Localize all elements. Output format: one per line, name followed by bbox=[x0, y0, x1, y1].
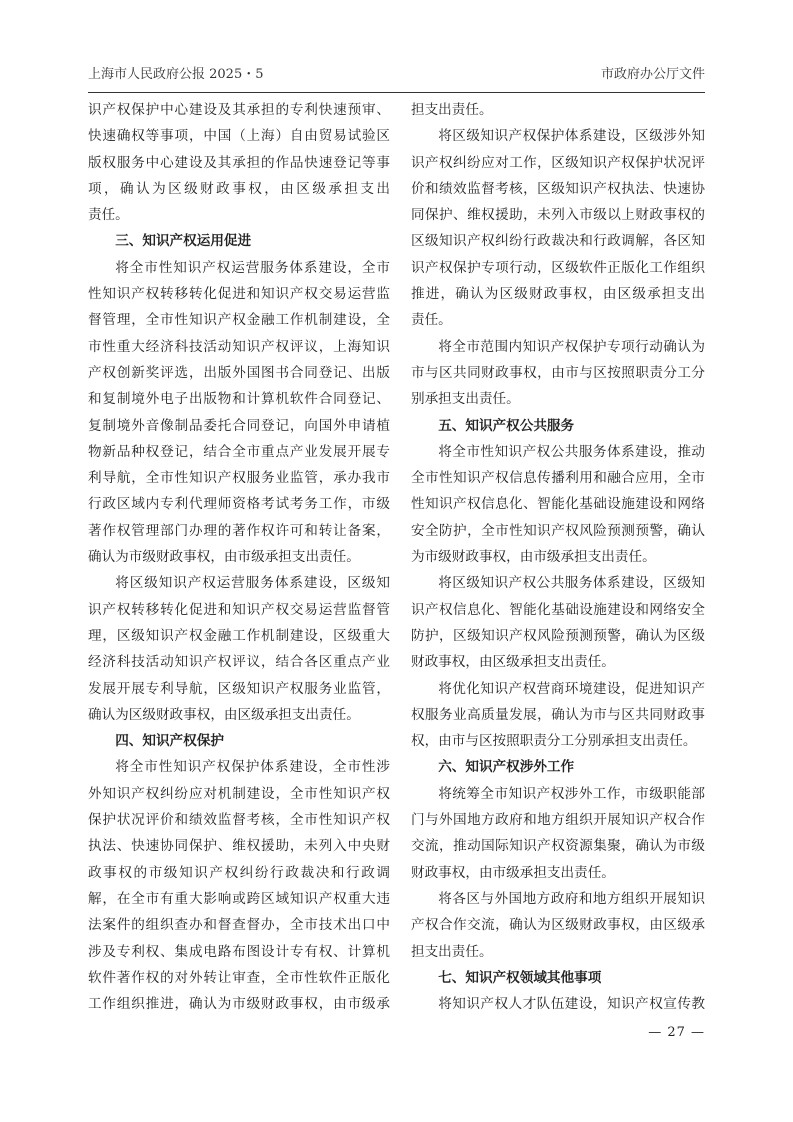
text-line: 将各区与外国地方政府和地方组织开展知识 bbox=[438, 890, 705, 907]
text-line: 快速确权等事项，中国（上海）自由贸易试验区 bbox=[88, 128, 390, 145]
text-line: 法案件的组织查办和督查督办，全市技术出口中 bbox=[88, 917, 390, 934]
text-line: 识产权保护中心建设及其承担的专利快速预审、 bbox=[88, 102, 390, 118]
text-line: 保护状况评价和绩效监督考核，全市性知识产权 bbox=[88, 812, 390, 829]
text-line: 识产权纠纷应对工作，区级知识产权保护状况评 bbox=[411, 154, 705, 171]
text-line: 执法、快速协同保护、维权援助，未列入中央财 bbox=[88, 838, 390, 855]
paragraph bbox=[411, 991, 705, 1017]
text-line: 政事权的市级知识产权纠纷行政裁决和行政调 bbox=[88, 864, 390, 881]
section-heading bbox=[88, 228, 390, 254]
text-line: 责任。 bbox=[411, 312, 452, 329]
text-line: 性知识产权转移转化促进和知识产权交易运营监 bbox=[88, 286, 390, 303]
paragraph bbox=[411, 334, 705, 413]
text-line: 别承担支出责任。 bbox=[411, 391, 520, 408]
text-line: 复制境外音像制品委托合同登记，向国外申请植 bbox=[88, 417, 390, 434]
text-line: 利导航，全市性知识产权服务业监管，承办我市 bbox=[88, 470, 390, 487]
text-line: 交流，推动国际知识产权资源集聚，确认为市级 bbox=[411, 838, 705, 855]
text-line: 市与区共同财政事权，由市与区按照职责分工分 bbox=[411, 364, 705, 381]
publication-title: 上海市人民政府公报 2025・5 bbox=[88, 67, 264, 82]
text-line: 安全防护，全市性知识产权风险预测预警，确认 bbox=[411, 522, 705, 539]
text-line: 涉及专利权、集成电路布图设计专有权、计算机 bbox=[88, 943, 390, 960]
paragraph bbox=[411, 676, 705, 755]
text-line: 确认为区级财政事权，由区级承担支出责任。 bbox=[88, 706, 360, 723]
text-line: 督管理，全市性知识产权金融工作机制建设，全 bbox=[88, 312, 390, 329]
text-line: 解，在全市有重大影响或跨区域知识产权重大违 bbox=[88, 890, 390, 907]
header-rule bbox=[88, 92, 705, 93]
heading-text: 六、知识产权涉外工作 bbox=[438, 759, 575, 776]
heading-text: 三、知识产权运用促进 bbox=[115, 233, 252, 250]
text-line: 工作组织推进，确认为市级财政事权，由市级承 bbox=[88, 996, 390, 1013]
text-line: 将优化知识产权营商环境建设，促进知识产 bbox=[438, 680, 705, 697]
section-title: 市政府办公厅文件 bbox=[600, 67, 705, 82]
text-line: 行政区域内专利代理师资格考试考务工作，市级 bbox=[88, 496, 390, 513]
section-heading bbox=[88, 728, 390, 754]
section-heading bbox=[411, 413, 705, 439]
text-line: 物新品种权登记，结合全市重点产业发展开展专 bbox=[88, 443, 390, 460]
text-line: 软件著作权的对外转让审查，全市性软件正版化 bbox=[88, 969, 390, 986]
text-line: 价和绩效监督考核，区级知识产权执法、快速协 bbox=[411, 180, 705, 197]
heading-text: 四、知识产权保护 bbox=[115, 733, 224, 750]
paragraph bbox=[411, 123, 705, 333]
text-line: 著作权管理部门办理的著作权许可和转让备案， bbox=[88, 522, 390, 539]
text-line: 同保护、维权援助，未列入市级以上财政事权的 bbox=[411, 207, 705, 224]
text-line: 性知识产权信息化、智能化基础设施建设和网络 bbox=[411, 496, 705, 513]
text-line: 将全市性知识产权公共服务体系建设，推动 bbox=[438, 443, 705, 460]
text-line: 项，确认为区级财政事权，由区级承担支出 bbox=[88, 180, 390, 197]
text-line: 区级知识产权纠纷行政裁决和行政调解，各区知 bbox=[411, 233, 705, 250]
text-line: 权，由市与区按照职责分工分别承担支出责任。 bbox=[411, 733, 697, 750]
text-line: 担支出责任。 bbox=[411, 943, 493, 960]
text-line: 产权创新奖评选，出版外国图书合同登记、出版 bbox=[88, 364, 390, 381]
text-line: 将区级知识产权保护体系建设，区级涉外知 bbox=[438, 128, 705, 145]
text-line: 产权合作交流，确认为区级财政事权，由区级承 bbox=[411, 917, 705, 934]
text-line: 防护，区级知识产权风险预测预警，确认为区级 bbox=[411, 627, 705, 644]
text-line: 和复制境外电子出版物和计算机软件合同登记、 bbox=[88, 391, 390, 408]
paragraph bbox=[411, 886, 705, 965]
text-line: 担支出责任。 bbox=[411, 102, 493, 118]
text-line: 责任。 bbox=[88, 207, 129, 224]
text-line: 识产权转移转化促进和知识产权交易运营监督管 bbox=[88, 601, 390, 618]
paragraph bbox=[411, 439, 705, 570]
text-line: 推进，确认为区级财政事权，由区级承担支出 bbox=[411, 286, 705, 303]
text-line: 门与外国地方政府和地方组织开展知识产权合作 bbox=[411, 812, 705, 829]
paragraph bbox=[88, 97, 390, 228]
heading-text: 七、知识产权领域其他事项 bbox=[438, 969, 602, 986]
page-number: — 27 — bbox=[648, 1025, 705, 1040]
text-line: 确认为市级财政事权，由市级承担支出责任。 bbox=[88, 549, 360, 566]
left-column bbox=[88, 97, 390, 1017]
text-line: 将区级知识产权运营服务体系建设，区级知 bbox=[115, 575, 390, 592]
paragraph bbox=[88, 754, 390, 1017]
text-line: 识产权信息化、智能化基础设施建设和网络安全 bbox=[411, 601, 705, 618]
text-line: 外知识产权纠纷应对机制建设，全市性知识产权 bbox=[88, 785, 390, 802]
text-line: 财政事权，由区级承担支出责任。 bbox=[411, 654, 615, 671]
text-line: 版权服务中心建设及其承担的作品快速登记等事 bbox=[88, 154, 390, 171]
text-line: 将全市性知识产权运营服务体系建设，全市 bbox=[115, 259, 390, 276]
text-line: 将全市性知识产权保护体系建设，全市性涉 bbox=[115, 759, 390, 776]
text-line: 将区级知识产权公共服务体系建设，区级知 bbox=[438, 575, 705, 592]
paragraph bbox=[411, 570, 705, 675]
text-line: 为市级财政事权，由市级承担支出责任。 bbox=[411, 549, 656, 566]
text-line: 财政事权，由市级承担支出责任。 bbox=[411, 864, 615, 881]
paragraph bbox=[411, 781, 705, 886]
text-line: 发展开展专利导航，区级知识产权服务业监管， bbox=[88, 680, 390, 697]
text-line: 将知识产权人才队伍建设，知识产权宣传教 bbox=[438, 996, 705, 1013]
text-line: 理，区级知识产权金融工作机制建设，区级重大 bbox=[88, 627, 390, 644]
text-line: 识产权保护专项行动，区级软件正版化工作组织 bbox=[411, 259, 705, 276]
heading-text: 五、知识产权公共服务 bbox=[438, 417, 575, 434]
text-line: 全市性知识产权信息传播利用和融合应用，全市 bbox=[411, 470, 705, 487]
text-line: 将统筹全市知识产权涉外工作，市级职能部 bbox=[438, 785, 705, 802]
text-line: 权服务业高质量发展，确认为市与区共同财政事 bbox=[411, 706, 705, 723]
text-line: 市性重大经济科技活动知识产权评议，上海知识 bbox=[88, 338, 390, 355]
text-line: 经济科技活动知识产权评议，结合各区重点产业 bbox=[88, 654, 390, 671]
right-column bbox=[411, 97, 705, 1017]
paragraph bbox=[88, 255, 390, 571]
section-heading bbox=[411, 754, 705, 780]
text-line: 将全市范围内知识产权保护专项行动确认为 bbox=[438, 338, 705, 355]
section-heading bbox=[411, 965, 705, 991]
paragraph bbox=[411, 97, 705, 123]
paragraph bbox=[88, 570, 390, 728]
